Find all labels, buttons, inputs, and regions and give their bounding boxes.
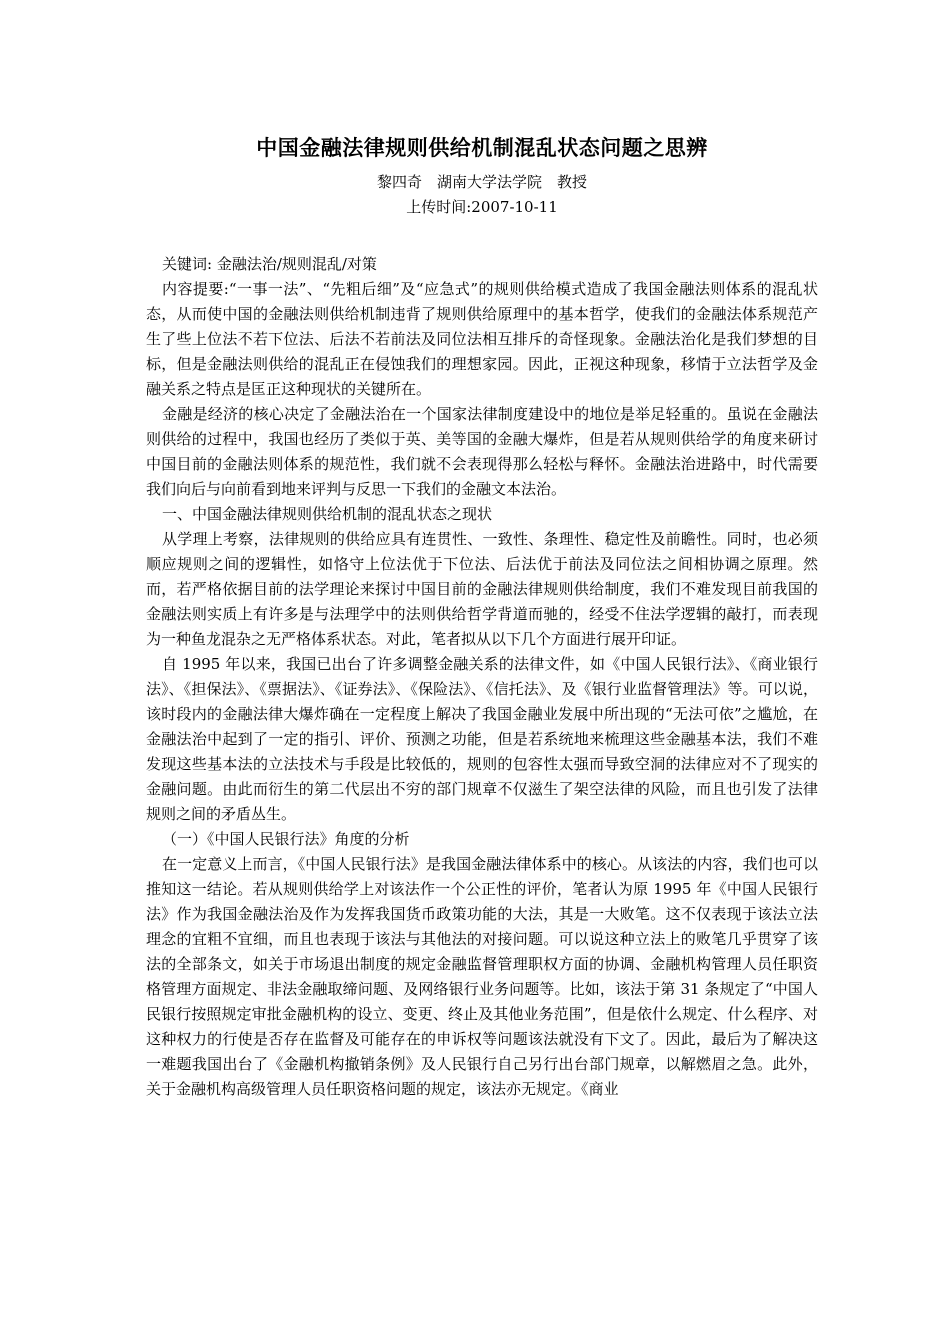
- section-heading-1: 一、中国金融法律规则供给机制的混乱状态之现状: [162, 505, 493, 523]
- keywords: 关键词: 金融法治/规则混乱/对策: [162, 255, 377, 273]
- subsection1-paragraph-1: 在一定意义上而言，《中国人民银行法》是我国金融法律体系中的核心。从该法的内容，我们也可以推知这一结论。若从规则供给学上对该法作一个公正性的评价，笔者认为原 1995 年《中国人民银行法》作为我国金融法治及作为发挥我国货币政策功能的大法，其是一大败笔。这不仅表现于该法立法理念的宜粗不宜细，而且也表现于该法与其他法的对接问题。可以说这种立法上的败笔几乎贯穿了该法的全部条文，如关于市场退出制度的规定金融监督管理职权方面的协调、金融机构管理人员任职资格管理方面规定、非法金融取缔问题、及网络银行业务问题等。比如，该法于第 31 条规定了“中国人民银行按照规定审批金融机构的设立、变更、终止及其他业务范围”，但是依什么规定、什么程序、对这种权力的行使是否存在监督及可能存在的申诉权等问题该法就没有下文了。因此，最后为了解决这一难题我国出台了《金融机构撤销条例》及人民银行自己另行出台部门规章，以解燃眉之急。此外，关于金融机构高级管理人员任职资格问题的规定，该法亦无规定。《商业: [146, 855, 818, 1098]
- abstract-paragraph: 内容提要:“一事一法”、“先粗后细”及“应急式”的规则供给模式造成了我国金融法则体系的混乱状态，从而使中国的金融法则供给机制违背了规则供给原理中的基本哲学，使我们的金融法体系规范产生了些上位法不若下位法、后法不若前法及同位法相互排斥的奇怪现象。金融法治化是我们梦想的目标，但是金融法则供给的混乱正在侵蚀我们的理想家园。因此，正视这种现象，移情于立法哲学及金融关系之特点是匡正这种现状的关键所在。: [146, 280, 818, 398]
- section1-paragraph-2: 自 1995 年以来，我国已出台了许多调整金融关系的法律文件，如《中国人民银行法》、《商业银行法》、《担保法》、《票据法》、《证券法》、《保险法》、《信托法》、及《银行业监督管理法》等。可以说，该时段内的金融法律大爆炸确在一定程度上解决了我国金融业发展中所出现的“无法可依”之尴尬，在金融法治中起到了一定的指引、评价、预测之功能，但是若系统地来梳理这些金融基本法，我们不难发现这些基本法的立法技术与手段是比较低的，规则的包容性太强而导致空洞的法律应对不了现实的金融问题。由此而衍生的第二代层出不穷的部门规章不仅滋生了架空法律的风险，而且也引发了法律规则之间的矛盾丛生。: [146, 655, 818, 823]
- intro-paragraph: 金融是经济的核心决定了金融法治在一个国家法律制度建设中的地位是举足轻重的。虽说在金融法则供给的过程中，我国也经历了类似于英、美等国的金融大爆炸，但是若从规则供给学的角度来研讨中国目前的金融法则体系的规范性，我们就不会表现得那么轻松与释怀。金融法治进路中，时代需要我们向后与向前看到地来评判与反思一下我们的金融文本法治。: [146, 405, 818, 498]
- document-title: 中国金融法律规则供给机制混乱状态问题之思辨: [256, 135, 708, 160]
- document-page: [146, 128, 818, 1102]
- subsection-heading-1: （一）《中国人民银行法》角度的分析: [162, 830, 410, 848]
- section1-paragraph-1: 从学理上考察，法律规则的供给应具有连贯性、一致性、条理性、稳定性及前瞻性。同时，也必须顺应规则之间的逻辑性，如恪守上位法优于下位法、后法优于前法及同位法之间相协调之原理。然而，若严格依据目前的法学理论来探讨中国目前的金融法律规则供给制度，我们不难发现目前我国的金融法则实质上有许多是与法理学中的法则供给哲学背道而驰的，经受不住法学逻辑的敲打，而表现为一种鱼龙混杂之无严格体系状态。对此，笔者拟从以下几个方面进行展开印证。: [146, 530, 818, 648]
- author-line: 黎四奇 湖南大学法学院 教授: [376, 173, 587, 191]
- spacer: [146, 220, 818, 252]
- upload-time: 上传时间:2007-10-11: [406, 198, 558, 216]
